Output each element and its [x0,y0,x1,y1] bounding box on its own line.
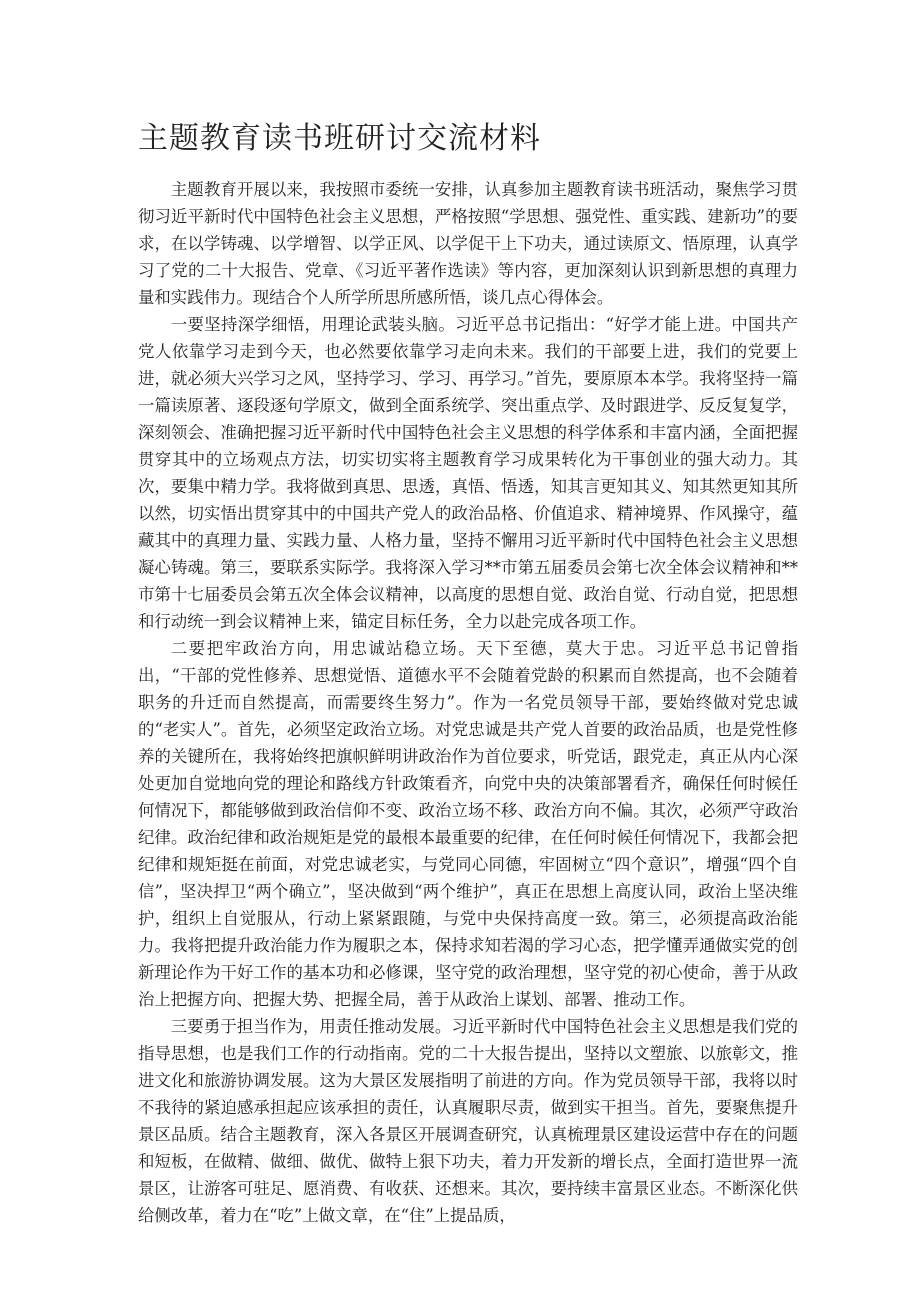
intro-paragraph: 主题教育开展以来，我按照市委统一安排，认真参加主题教育读书班活动，聚焦学习贯彻习近平新时代中国特色社会主义思想，严格按照“学思想、强党性、重实践、建新功”的要求，在以学铸魂、以学增智、以学正风、以学促干上下功夫，通过读原文、悟原理，认真学习了党的二十大报告、党章、《习近平著作选读》等内容，更加深刻认识到新思想的真理力量和实践伟力。现结合个人所学所思所感所悟，谈几点心得体会。 [138,180,798,307]
document-body [138,118,798,1229]
document-title: 主题教育读书班研讨交流材料 [138,121,541,156]
section-two-paragraph: 二要把牢政治方向，用忠诚站稳立场。天下至德，莫大于忠。习近平总书记曾指出，“干部的党性修养、思想觉悟、道德水平不会随着党龄的积累而自然提高，也不会随着职务的升迁而自然提高，而需要终生努力”。作为一名党员领导干部，要始终做对党忠诚的“老实人”。首先，必须坚定政治立场。对党忠诚是共产党人首要的政治品质，也是党性修养的关键所在，我将始终把旗帜鲜明讲政治作为首位要求，听党话，跟党走，真正从内心深处更加自觉地向党的理论和路线方针政策看齐，向党中央的决策部署看齐，确保任何时候任何情况下，都能够做到政治信仰不变、政治立场不移、政治方向不偏。其次，必须严守政治纪律。政治纪律和政治规矩是党的最根本最重要的纪律，在任何时候任何情况下，我都会把纪律和规矩挺在前面，对党忠诚老实，与党同心同德，牢固树立“四个意识”，增强“四个自信”，坚决捍卫“两个确立”，坚决做到“两个维护”，真正在思想上高度认同，政治上坚决维护，组织上自觉服从，行动上紧紧跟随，与党中央保持高度一致。第三，必须提高政治能力。我将把提升政治能力作为履职之本，保持求知若渴的学习心态，把学懂弄通做实党的创新理论作为干好工作的基本功和必修课，坚守党的政治理想，坚守党的初心使命，善于从政治上把握方向、把握大势、把握全局，善于从政治上谋划、部署、推动工作。 [138,639,798,1009]
section-three-paragraph: 三要勇于担当作为，用责任推动发展。习近平新时代中国特色社会主义思想是我们党的指导思想，也是我们工作的行动指南。党的二十大报告提出，坚持以文塑旅、以旅彰文，推进文化和旅游协调发展。这为大景区发展指明了前进的方向。作为党员领导干部，我将以时不我待的紧迫感承担起应该承担的责任，认真履职尽责，做到实干担当。首先，要聚焦提升景区品质。结合主题教育，深入各景区开展调查研究，认真梳理景区建设运营中存在的问题和短板，在做精、做细、做优、做特上狠下功夫，着力开发新的增长点，全面打造世界一流景区，让游客可驻足、愿消费、有收获、还想来。其次，要持续丰富景区业态。不断深化供给侧改革，着力在“吃”上做文章，在“住”上提品质， [138,1017,798,1225]
section-one-paragraph: 一要坚持深学细悟，用理论武装头脑。习近平总书记指出：“好学才能上进。中国共产党人依靠学习走到今天，也必然要依靠学习走向未来。我们的干部要上进，我们的党要上进，就必须大兴学习之风，坚持学习、学习、再学习。”首先，要原原本本学。我将坚持一篇一篇读原著、逐段逐句学原文，做到全面系统学、突出重点学、及时跟进学、反反复复学，深刻领会、准确把握习近平新时代中国特色社会主义思想的科学体系和丰富内涵，全面把握贯穿其中的立场观点方法，切实切实将主题教育学习成果转化为干事创业的强大动力。其次，要集中精力学。我将做到真思、思透，真悟、悟透，知其言更知其义、知其然更知其所以然，切实悟出贯穿其中的中国共产党人的政治品格、价值追求、精神境界、作风操守，蕴藏其中的真理力量、实践力量、人格力量，坚持不懈用习近平新时代中国特色社会主义思想凝心铸魂。第三，要联系实际学。我将深入学习**市第五届委员会第七次全体会议精神和**市第十七届委员会第五次全体会议精神，以高度的思想自觉、政治自觉、行动自觉，把思想和行动统一到会议精神上来，锚定目标任务，全力以赴完成各项工作。 [138,315,798,631]
